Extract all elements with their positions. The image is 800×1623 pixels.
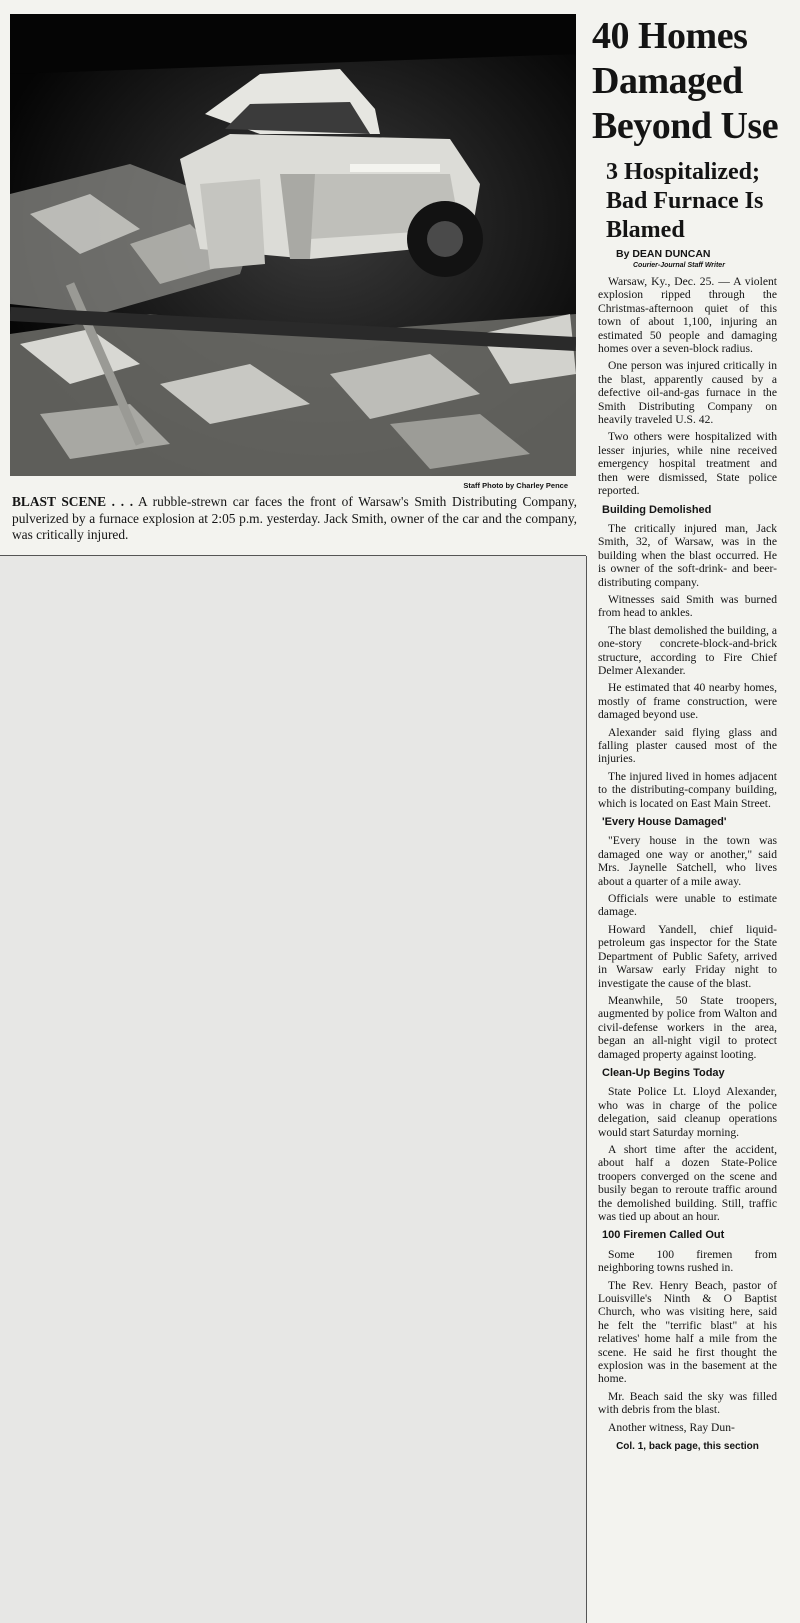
article-body bbox=[598, 275, 777, 1458]
section-heading: Building Demolished bbox=[602, 503, 712, 516]
paragraph: "Every house in the town was damaged one way or another," said Mrs. Jaynelle Satchell, who lives about a quarter of a mile away. bbox=[598, 834, 777, 888]
section-heading: 'Every House Damaged' bbox=[602, 816, 727, 829]
photo-credit: Staff Photo by Charley Pence bbox=[463, 481, 568, 490]
paragraph: One person was injured critically in the blast, apparently caused by a defective oil-and-gas furnace in the Smith Distributing Company on heavily traveled U.S. 42. bbox=[598, 359, 777, 427]
paragraph: A short time after the accident, about half a dozen State-Police troopers converged on the scene and busily began to reroute traffic around the demolished building. Still, traffic was tied up about an hour. bbox=[598, 1142, 777, 1223]
paragraph: The blast demolished the building, a one-story concrete-block-and-brick structure, according to Fire Chief Delmer Alexander. bbox=[598, 623, 777, 677]
subhead: 3 Hospitalized; Bad Furnace Is Blamed bbox=[606, 159, 764, 243]
section-heading: 100 Firemen Called Out bbox=[602, 1229, 725, 1242]
paragraph: Mr. Beach said the sky was filled with debris from the blast. bbox=[598, 1389, 777, 1417]
byline-title: Courier-Journal Staff Writer bbox=[633, 262, 725, 269]
headline: 40 Homes Damaged Beyond Use bbox=[592, 15, 779, 147]
byline: By DEAN DUNCAN bbox=[616, 248, 711, 260]
paragraph: Two others were hospitalized with lesser injuries, while nine received emergency hospital treatment and then were dismissed, State police reported. bbox=[598, 430, 777, 498]
section-heading: Clean-Up Begins Today bbox=[602, 1066, 725, 1079]
photo-caption bbox=[12, 494, 577, 544]
paragraph: Warsaw, Ky., Dec. 25. — A violent explosion ripped through the Christmas-afternoon quiet of this town of about 1,100, injuring an estimated 50 people and damaging homes over a seven-block radius. bbox=[598, 275, 777, 356]
paragraph: The injured lived in homes adjacent to the distributing-company building, which is located on East Main Street. bbox=[598, 769, 777, 810]
caption-lead: BLAST SCENE . . . bbox=[12, 494, 134, 509]
column-rule bbox=[586, 556, 587, 1623]
paragraph: Officials were unable to estimate damage. bbox=[598, 892, 777, 919]
paragraph: Another witness, Ray Dun- bbox=[608, 1420, 735, 1434]
divider-rule bbox=[0, 555, 586, 556]
paragraph: State Police Lt. Lloyd Alexander, who was in charge of the police delegation, said cleanup operations would start Saturday morning. bbox=[598, 1085, 777, 1139]
paragraph: He estimated that 40 nearby homes, mostly of frame construction, were damaged beyond use. bbox=[598, 681, 777, 722]
caption-text: A rubble-strewn car faces the front of Warsaw's Smith Distributing Company, pulverized by a furnace explosion at 2:05 p.m. yesterday. Jack Smith, owner of the car and the company, was critically injured. bbox=[12, 494, 577, 543]
paragraph: The Rev. Henry Beach, pastor of Louisville's Ninth & O Baptist Church, who was visiting here, said he felt the "terrific blast" at his relatives' home half a mile from the scene. He said he first thought the explosion was in the basement at the home. bbox=[598, 1278, 777, 1386]
paragraph: Some 100 firemen from neighboring towns rushed in. bbox=[598, 1247, 777, 1275]
continuation-line: Col. 1, back page, this section bbox=[616, 1441, 759, 1453]
paragraph: Alexander said flying glass and falling plaster caused most of the injuries. bbox=[598, 725, 777, 766]
blast-scene-photo bbox=[10, 14, 576, 476]
paragraph: Meanwhile, 50 State troopers, augmented by police from Walton and civil-defense workers in the area, began an all-night vigil to protect damaged property against looting. bbox=[598, 993, 777, 1061]
paragraph: Howard Yandell, chief liquid-petroleum gas inspector for the State Department of Public Safety, arrived in Warsaw early Friday night to investigate the cause of the blast. bbox=[598, 922, 777, 990]
paragraph: Witnesses said Smith was burned from head to ankles. bbox=[598, 592, 777, 620]
paragraph: The critically injured man, Jack Smith, 32, of Warsaw, was in the building when the blast occurred. He is owner of the soft-drink- and beer-distributing company. bbox=[598, 521, 777, 589]
